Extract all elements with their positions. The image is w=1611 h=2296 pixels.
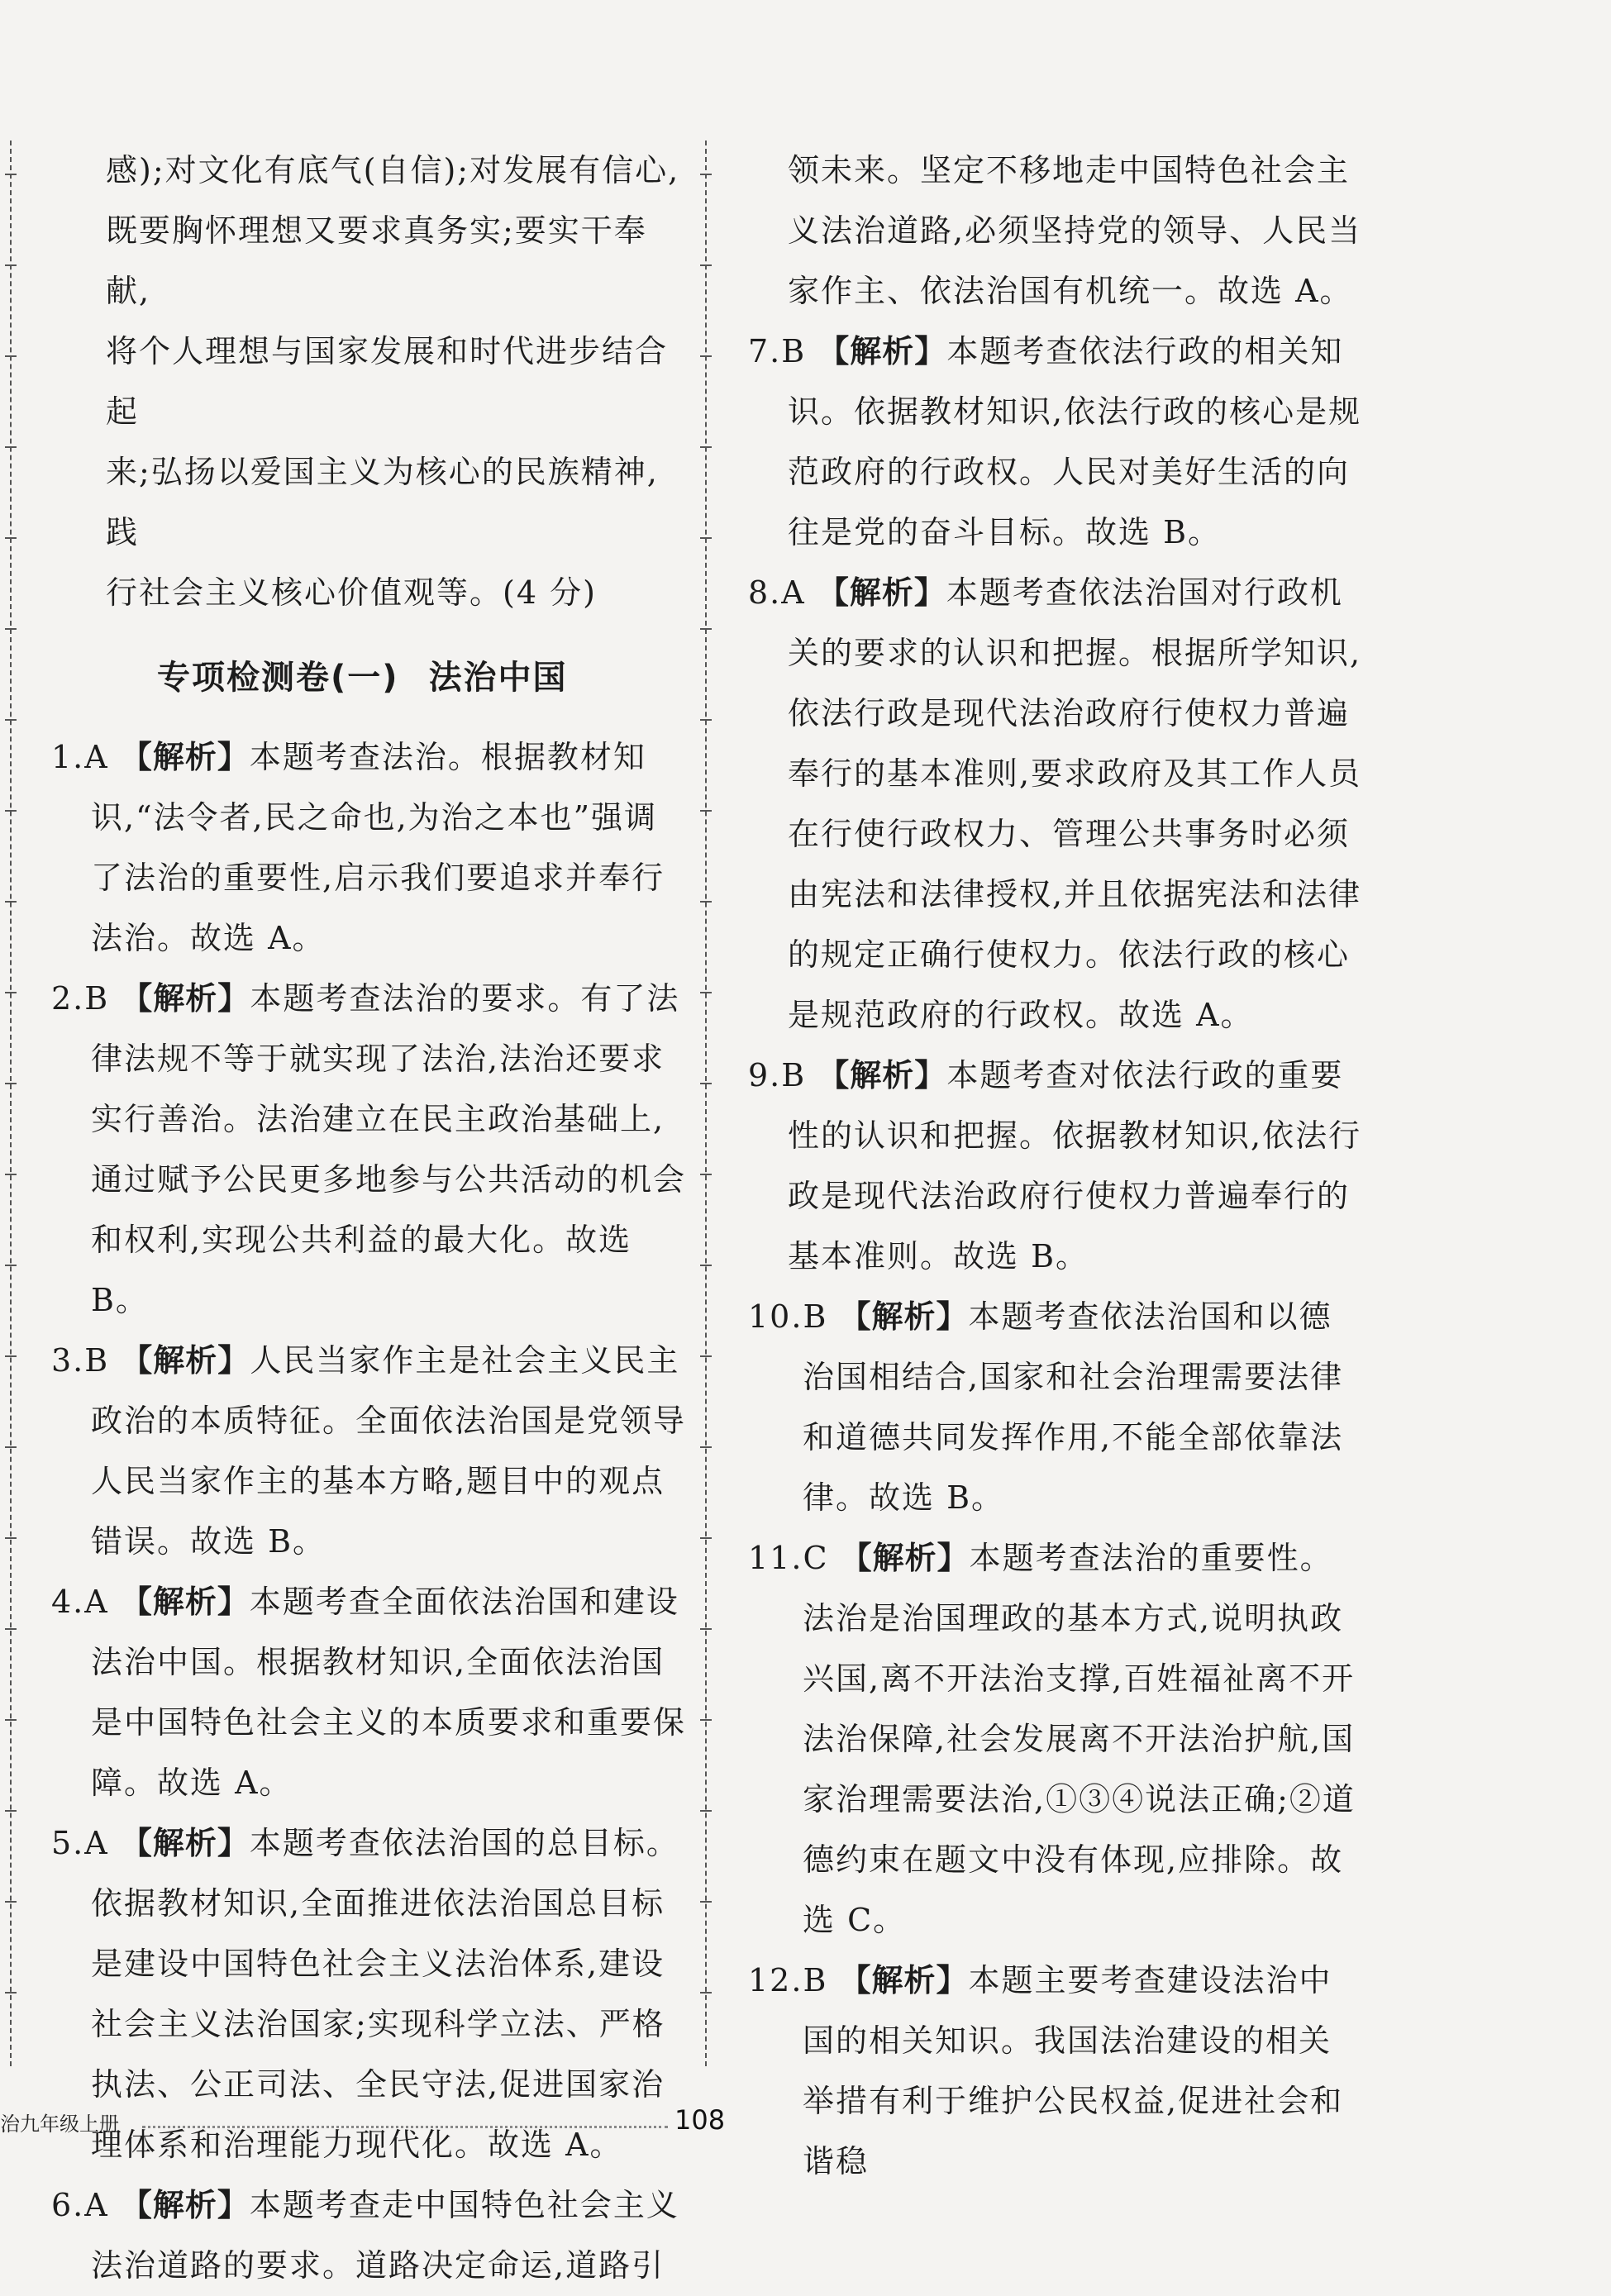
item-text: 本题考查依法治国和以德治国相结合,国家和社会治理需要法律和道德共同发挥作用,不能全部依靠法律。故选 B。 — [803, 1298, 1344, 1516]
item-number: 3. — [51, 1342, 85, 1379]
answer-item — [51, 1572, 688, 1813]
item-number: 4. — [51, 1584, 85, 1620]
answer-item — [51, 2175, 688, 2296]
lead-line: 将个人理想与国家发展和时代进步结合起 — [106, 333, 669, 430]
item-text: 本题考查依法治国的总目标。依据教材知识,全面推进依法治国总目标是建设中国特色社会主义法治体系,建设社会主义法治国家;实现科学立法、严格执法、公正司法、全民守法,促进国家治理体系和治理能力现代化。故选 A。 — [91, 1825, 679, 2163]
item-number: 2. — [51, 980, 85, 1017]
lead-paragraph — [51, 141, 688, 623]
analysis-tag: 【解析】 — [839, 1298, 969, 1335]
lead-line: 感);对文化有底气(自信);对发展有信心, — [106, 152, 680, 188]
item-text: 本题考查法治的要求。有了法律法规不等于就实现了法治,法治还要求实行善治。法治建立在民主政治基础上,通过赋予公民更多地参与公共活动的机会和权利,实现公共利益的最大化。故选 B。 — [91, 980, 687, 1318]
middle-binding-line — [705, 141, 707, 2066]
item-text: 本题考查依法治国对行政机关的要求的认识和把握。根据所学知识,依法行政是现代法治政府行使权力普遍奉行的基本准则,要求政府及其工作人员在行使行政权力、管理公共事务时必须由宪法和法律授权,并且依据宪法和法律的规定正确行使权力。依法行政的核心是规范政府的行政权。故选 A。 — [788, 574, 1362, 1033]
answer-item — [51, 727, 688, 969]
item-answer: B — [803, 1962, 828, 1998]
analysis-tag: 【解析】 — [839, 1962, 969, 1998]
answer-item — [51, 969, 688, 1331]
item-answer: A — [84, 2187, 109, 2223]
footer-dotted-rule — [142, 2126, 668, 2128]
answer-item — [748, 322, 1364, 563]
lead-line: 来;弘扬以爱国主义为核心的民族精神,践 — [106, 454, 659, 550]
item-answer: A — [84, 739, 109, 775]
item-answer: B — [84, 1342, 110, 1379]
answer-item — [748, 563, 1364, 1046]
item-answer: B — [781, 1057, 807, 1093]
item-number: 1. — [51, 739, 85, 775]
lead-line: 行社会主义核心价值观等。(4 分) — [106, 574, 597, 611]
item-number: 8. — [748, 574, 782, 611]
item-answer: B — [84, 980, 110, 1017]
item-answer: A — [781, 574, 806, 611]
page-footer — [0, 2104, 1611, 2137]
analysis-tag: 【解析】 — [817, 333, 947, 369]
page-number: 108 — [674, 2104, 726, 2136]
analysis-tag: 【解析】 — [120, 1825, 250, 1861]
analysis-tag: 【解析】 — [817, 574, 946, 611]
section-title-prefix: 专项检测卷(一) — [157, 659, 399, 697]
item-text: 本题考查依法行政的相关知识。依据教材知识,依法行政的核心是规范政府的行政权。人民对美好生活的向往是党的奋斗目标。故选 B。 — [788, 333, 1362, 550]
item-number: 11. — [748, 1540, 803, 1576]
analysis-tag: 【解析】 — [121, 980, 250, 1017]
analysis-tag: 【解析】 — [121, 1342, 250, 1379]
item-text: 本题考查走中国特色社会主义法治道路的要求。道路决定命运,道路引 — [91, 2187, 679, 2284]
answer-item — [748, 1287, 1364, 1528]
item-text: 本题考查全面依法治国和建设法治中国。根据教材知识,全面依法治国是中国特色社会主义的本质要求和重要保障。故选 A。 — [91, 1584, 687, 1801]
analysis-tag: 【解析】 — [120, 2187, 250, 2223]
analysis-tag: 【解析】 — [840, 1540, 970, 1576]
left-binding-line — [10, 141, 12, 2066]
item-number: 12. — [748, 1962, 803, 1998]
item-number: 6. — [51, 2187, 85, 2223]
answer-item — [748, 1046, 1364, 1287]
item-answer: A — [84, 1584, 109, 1620]
item-answer: C — [803, 1540, 829, 1576]
book-label: 治九年级上册 — [0, 2113, 119, 2136]
right-column — [748, 141, 1364, 2192]
item-answer: B — [781, 333, 807, 369]
analysis-tag: 【解析】 — [120, 739, 250, 775]
left-column — [51, 141, 688, 2296]
item-number: 10. — [748, 1298, 803, 1335]
item-text: 人民当家作主是社会主义民主政治的本质特征。全面依法治国是党领导人民当家作主的基本方略,题目中的观点错误。故选 B。 — [91, 1342, 687, 1560]
item-answer: B — [803, 1298, 828, 1335]
lead-line: 既要胸怀理想又要求真务实;要实干奉献, — [106, 212, 647, 309]
item-text: 本题主要考查建设法治中国的相关知识。我国法治建设的相关举措有利于维护公民权益,促进社会和谐稳 — [803, 1962, 1344, 2179]
analysis-tag: 【解析】 — [120, 1584, 250, 1620]
item-number: 7. — [748, 333, 782, 369]
section-title-suffix: 法治中国 — [428, 659, 568, 697]
section-title — [51, 653, 688, 703]
answer-item — [748, 1528, 1364, 1951]
item-answer: A — [84, 1825, 109, 1861]
analysis-tag: 【解析】 — [817, 1057, 947, 1093]
item-number: 5. — [51, 1825, 85, 1861]
continued-paragraph: 领未来。坚定不移地走中国特色社会主义法治道路,必须坚持党的领导、人民当家作主、依法治国有机统一。故选 A。 — [788, 152, 1362, 309]
answer-item — [51, 1331, 688, 1572]
answer-item — [748, 1951, 1364, 2192]
item-text: 本题考查法治。根据教材知识,“法令者,民之命也,为治之本也”强调了法治的重要性,启示我们要追求并奉行法治。故选 A。 — [91, 739, 665, 956]
item-number: 9. — [748, 1057, 782, 1093]
item-text: 本题考查对依法行政的重要性的认识和把握。依据教材知识,依法行政是现代法治政府行使权力普遍奉行的基本准则。故选 B。 — [788, 1057, 1362, 1274]
item-text: 本题考查法治的重要性。法治是治国理政的基本方式,说明执政兴国,离不开法治支撑,百姓福祉离不开法治保障,社会发展离不开法治护航,国家治理需要法治,①③④说法正确;②道德约束在题文中没有体现,应排除。故选 C。 — [803, 1540, 1356, 1938]
